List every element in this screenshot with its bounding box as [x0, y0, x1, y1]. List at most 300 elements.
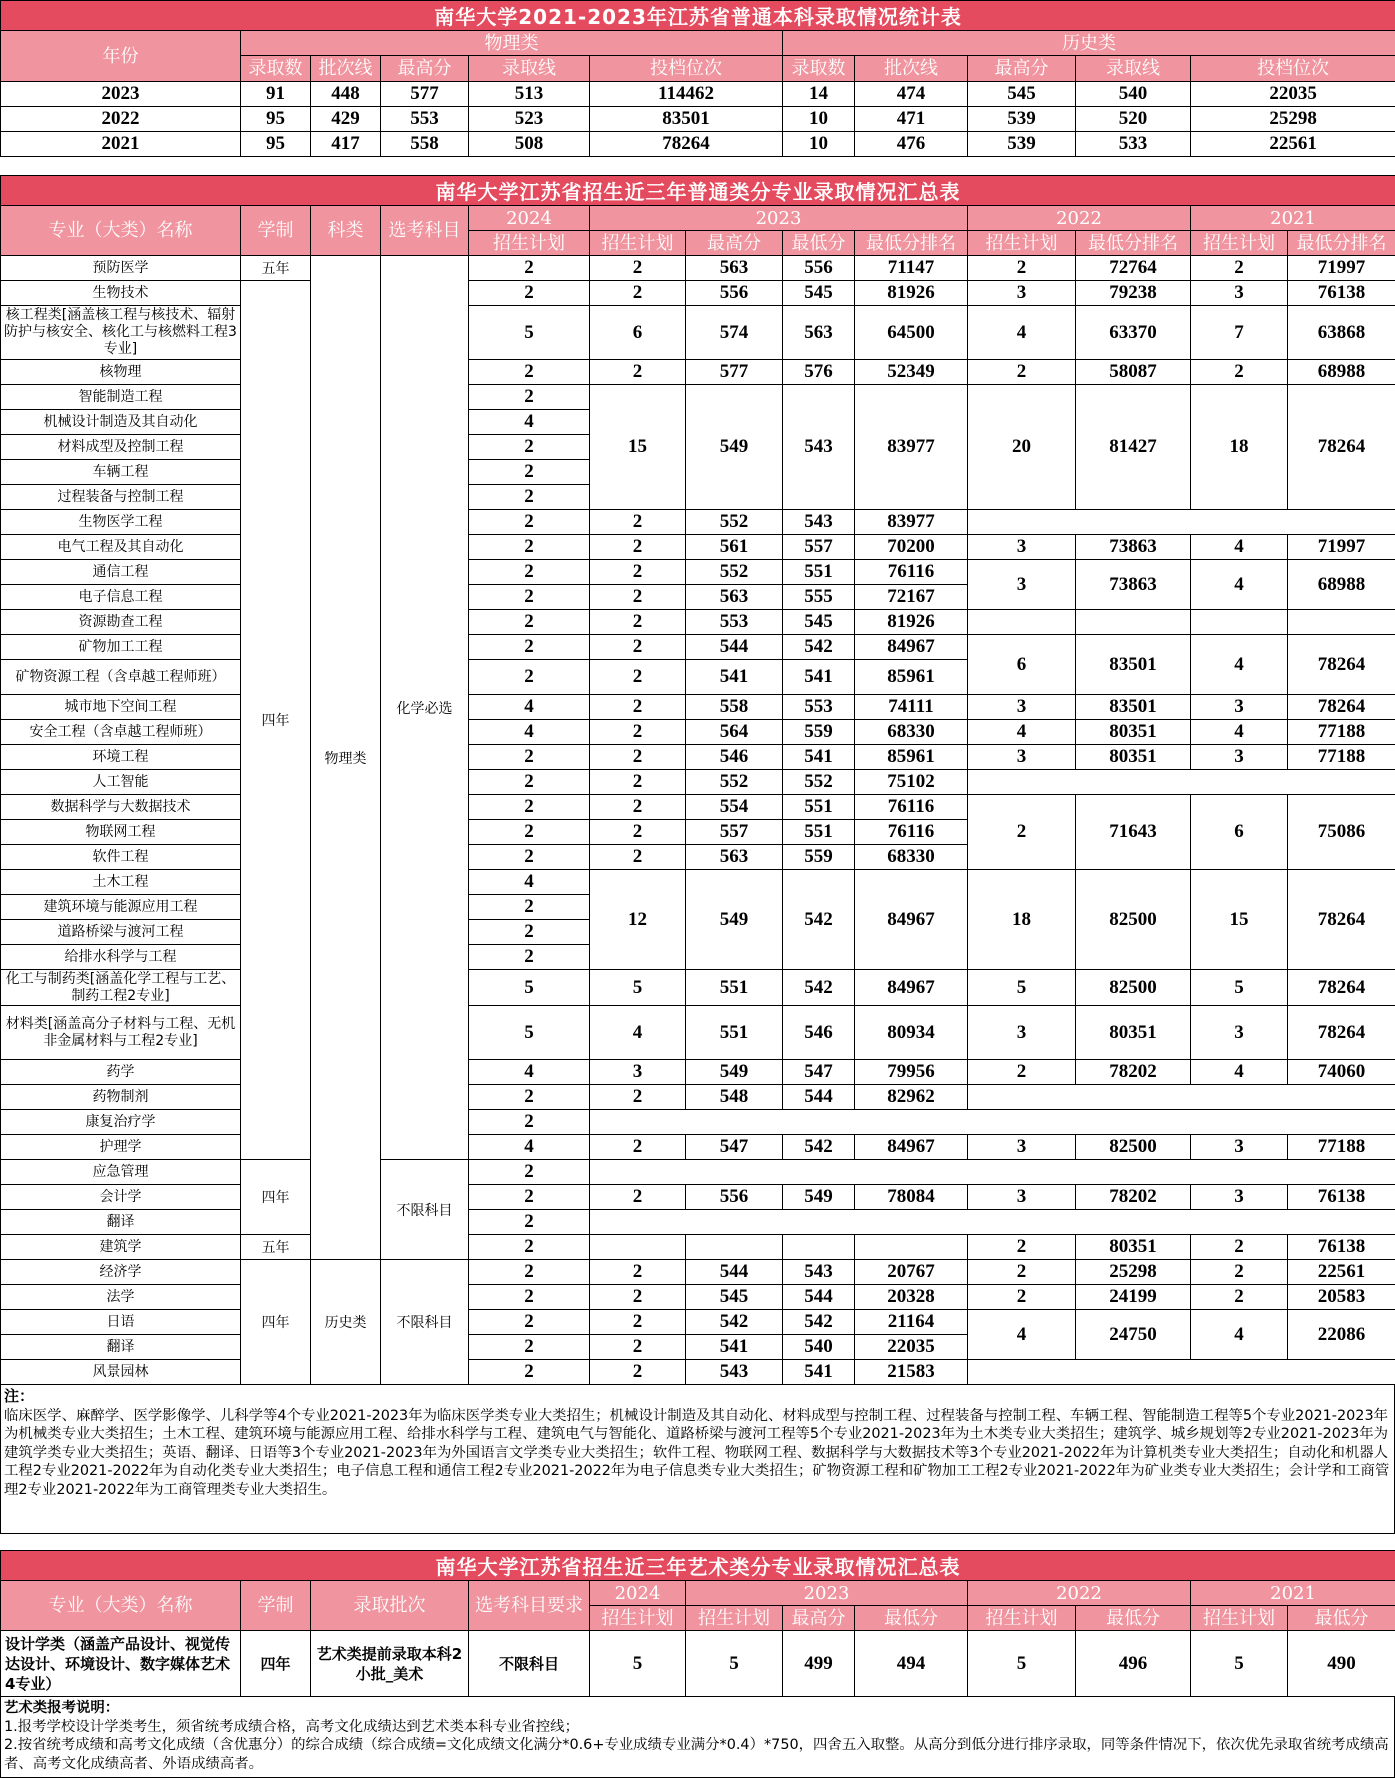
empty-cell	[968, 1360, 1395, 1385]
plan-header: 招生计划	[686, 1606, 783, 1631]
table-cell: 559	[783, 845, 855, 870]
art-xuezhi: 四年	[241, 1631, 311, 1697]
major-name-header: 专业（大类）名称	[1, 206, 241, 256]
table-cell: 547	[686, 1135, 783, 1160]
table-cell: 3	[1191, 1185, 1288, 1210]
table-cell: 541	[783, 745, 855, 770]
col-header: 录取线	[469, 56, 590, 82]
table-cell: 490	[1288, 1631, 1395, 1697]
empty-cell	[590, 1210, 1395, 1235]
table-cell: 2	[469, 485, 590, 510]
year-header: 年份	[1, 31, 241, 82]
table-cell: 2	[590, 660, 686, 695]
table-cell: 71997	[1288, 535, 1395, 560]
table-cell: 551	[686, 1006, 783, 1060]
notes-text: 临床医学、麻醉学、医学影像学、儿科学等4个专业2021-2023年为临床医学类专业大类招生；机械设计制造及其自动化、材料成型与控制工程、过程装备与控制工程、车辆工程、智能制造工程等5个专业2021-2023年为机械类专业大类招生；土木工程、建筑环境与能源应用工程、给排水科学与工程、建筑电气与智能化、道路桥梁与渡河工程等5个专业2021-2023年为土木类专业大类招生；建筑学、城乡规划等2专业2021-2023年为建筑学类专业大类招生；英语、翻译、日语等3个专业2021-2023年为外国语言文学类专业大类招生；软件工程、物联网工程、数据科学与大数据技术等3个专业2021-2022年为计算机类专业大类招生；自动化和机器人工程2专业2021-2022年为自动化类专业大类招生；电子信息工程和通信工程2专业2021-2022年为电子信息类专业大类招生；矿物资源工程和矿物加工工程2专业2021-2022年为矿业类专业大类招生；会计学和工商管理2专业2021-2022年为工商管理类专业大类招生。	[4, 1408, 1389, 1498]
table-cell: 542	[783, 1135, 855, 1160]
table-cell: 84967	[855, 1135, 968, 1160]
major-name: 核工程类[涵盖核工程与核技术、辐射防护与核安全、核化工与核燃料工程3专业]	[1, 306, 241, 360]
table-cell: 82962	[855, 1085, 968, 1110]
table-cell: 82500	[1076, 1135, 1191, 1160]
category-cell: 不限科目	[381, 1260, 469, 1385]
table-cell: 71147	[855, 256, 968, 281]
table-cell: 84967	[855, 635, 968, 660]
major-name: 物联网工程	[1, 820, 241, 845]
table-cell: 2	[590, 845, 686, 870]
empty-cell	[968, 770, 1395, 795]
table-cell: 2	[1191, 256, 1288, 281]
history-header: 历史类	[783, 31, 1395, 56]
table-cell: 3	[968, 560, 1076, 610]
col-header: 最高分	[381, 56, 469, 82]
min-header: 最低分	[783, 231, 855, 256]
table-cell: 3	[1191, 281, 1288, 306]
major-name: 给排水科学与工程	[1, 945, 241, 970]
major-name: 生物医学工程	[1, 510, 241, 535]
major-name: 护理学	[1, 1135, 241, 1160]
table-cell: 541	[686, 1335, 783, 1360]
table-cell: 2	[1191, 1235, 1288, 1260]
table-cell: 83977	[855, 385, 968, 510]
table-cell: 18	[968, 870, 1076, 970]
table-cell: 544	[783, 1285, 855, 1310]
table-cell: 79238	[1076, 281, 1191, 306]
table-cell: 2	[469, 1085, 590, 1110]
table-cell: 557	[686, 820, 783, 845]
table-row	[1, 1285, 1395, 1310]
table-cell: 474	[855, 82, 968, 107]
table-row	[1, 107, 1395, 132]
table-cell: 543	[783, 1260, 855, 1285]
major-name: 生物技术	[1, 281, 241, 306]
table-cell: 21583	[855, 1360, 968, 1385]
major-name: 城市地下空间工程	[1, 695, 241, 720]
table-cell: 2	[590, 585, 686, 610]
table-cell: 544	[686, 1260, 783, 1285]
table-cell: 22086	[1288, 1310, 1395, 1360]
table-cell: 2	[469, 360, 590, 385]
table-cell: 563	[783, 306, 855, 360]
xuezhi-header: 学制	[241, 206, 311, 256]
table-cell: 5	[968, 1631, 1076, 1697]
table-cell: 556	[686, 1185, 783, 1210]
table-cell: 2	[469, 435, 590, 460]
category-cell: 四年	[241, 281, 311, 1160]
table-cell: 552	[686, 560, 783, 585]
major-name: 法学	[1, 1285, 241, 1310]
table-row	[1, 1006, 1395, 1060]
min-header: 最低分	[1076, 1606, 1191, 1631]
table-cell: 68988	[1288, 560, 1395, 610]
table-row	[1, 1260, 1395, 1285]
table-cell: 83501	[1076, 695, 1191, 720]
table-cell: 63370	[1076, 306, 1191, 360]
table-row	[1, 1110, 1395, 1135]
table-cell: 561	[686, 535, 783, 560]
table-cell: 80351	[1076, 1006, 1191, 1060]
table-cell: 2	[590, 820, 686, 845]
art-note-2: 2.按省统考成绩和高考文化成绩（含优惠分）的综合成绩（综合成绩=文化成绩文化满分*0.6+专业成绩专业满分*0.4）*750，四舍五入取整。从高分到低分进行排序录取，同等条件情况下，依次优先录取省统考成绩高者、高考文化成绩高者、外语成绩高者。	[4, 1737, 1389, 1772]
table-cell: 540	[783, 1335, 855, 1360]
major-name: 预防医学	[1, 256, 241, 281]
table-cell: 95	[241, 132, 311, 157]
table-cell: 25298	[1191, 107, 1395, 132]
table-cell: 15	[590, 385, 686, 510]
physics-header: 物理类	[241, 31, 783, 56]
table-row	[1, 385, 1395, 410]
plan-header: 招生计划	[469, 231, 590, 256]
table-cell: 553	[783, 695, 855, 720]
table-cell: 80351	[1076, 745, 1191, 770]
table-cell: 15	[1191, 870, 1288, 970]
empty-cell	[686, 1235, 783, 1260]
table-cell: 2	[590, 360, 686, 385]
table-cell: 551	[686, 970, 783, 1006]
table-cell: 4	[1191, 535, 1288, 560]
table-row	[1, 770, 1395, 795]
table-cell: 78264	[1288, 695, 1395, 720]
table-row	[1, 1060, 1395, 1085]
major-name: 应急管理	[1, 1160, 241, 1185]
table-cell: 542	[686, 1310, 783, 1335]
table-row	[1, 970, 1395, 1006]
table-cell: 2	[469, 770, 590, 795]
major-name: 土木工程	[1, 870, 241, 895]
table-cell: 85961	[855, 745, 968, 770]
major-name: 资源勘查工程	[1, 610, 241, 635]
table-row	[1, 281, 1395, 306]
table-row	[1, 635, 1395, 660]
table-cell: 5	[469, 306, 590, 360]
table-cell: 3	[968, 1135, 1076, 1160]
table-cell: 21164	[855, 1310, 968, 1335]
art-year-2021-header: 2021	[1191, 1581, 1395, 1606]
category-cell: 物理类	[311, 256, 381, 1260]
major-name: 风景园林	[1, 1360, 241, 1385]
major-name: 数据科学与大数据技术	[1, 795, 241, 820]
art-xuanke: 不限科目	[469, 1631, 590, 1697]
table-cell: 74060	[1288, 1060, 1395, 1085]
major-admission-table	[0, 175, 1395, 1385]
col-header: 批次线	[311, 56, 381, 82]
table-row	[1, 610, 1395, 635]
table-cell: 448	[311, 82, 381, 107]
table-cell: 546	[686, 745, 783, 770]
table-cell: 555	[783, 585, 855, 610]
table-row	[1, 1360, 1395, 1385]
table-cell: 541	[783, 1360, 855, 1385]
table-cell: 76138	[1288, 1235, 1395, 1260]
art-name-header: 专业（大类）名称	[1, 1581, 241, 1631]
table-cell: 2	[1191, 1260, 1288, 1285]
table-cell: 2	[469, 920, 590, 945]
table-cell: 82500	[1076, 970, 1191, 1006]
table-cell: 4	[968, 720, 1076, 745]
table-cell: 494	[855, 1631, 968, 1697]
table-cell: 77188	[1288, 720, 1395, 745]
table-cell: 6	[590, 306, 686, 360]
table-cell: 2	[590, 635, 686, 660]
empty-cell	[590, 1110, 1395, 1135]
empty-cell	[1288, 610, 1395, 635]
art-xuezhi-header: 学制	[241, 1581, 311, 1631]
table-cell: 4	[968, 1310, 1076, 1360]
table-cell: 2	[469, 585, 590, 610]
table-cell: 552	[686, 510, 783, 535]
table-cell: 2	[590, 1360, 686, 1385]
table-cell: 549	[783, 1185, 855, 1210]
empty-cell	[968, 510, 1395, 535]
table-cell: 83977	[855, 510, 968, 535]
table-cell: 541	[783, 660, 855, 695]
minrank-header: 最低分排名	[855, 231, 968, 256]
table-row	[1, 745, 1395, 770]
table-cell: 71997	[1288, 256, 1395, 281]
table-cell: 2	[469, 281, 590, 306]
table-cell: 3	[968, 695, 1076, 720]
table-cell: 85961	[855, 660, 968, 695]
major-name: 材料成型及控制工程	[1, 435, 241, 460]
year-2022-header: 2022	[968, 206, 1191, 231]
table-cell: 545	[783, 281, 855, 306]
major-name: 材料类[涵盖高分子材料与工程、无机非金属材料与工程2专业]	[1, 1006, 241, 1060]
table-cell: 551	[783, 560, 855, 585]
table-cell: 2	[469, 1110, 590, 1135]
xuanke-header: 选考科目	[381, 206, 469, 256]
col-header: 录取线	[1076, 56, 1191, 82]
art-notes-section	[0, 1697, 1395, 1778]
empty-cell	[968, 610, 1076, 635]
table-cell: 2	[469, 256, 590, 281]
table-cell: 471	[855, 107, 968, 132]
table-cell: 548	[686, 1085, 783, 1110]
table-cell: 3	[1191, 1006, 1288, 1060]
table-cell: 3	[968, 745, 1076, 770]
table-cell: 78264	[1288, 1006, 1395, 1060]
table-cell: 2	[469, 945, 590, 970]
table-cell: 563	[686, 585, 783, 610]
table-row	[1, 1185, 1395, 1210]
table-cell: 554	[686, 795, 783, 820]
table-cell: 78264	[1288, 970, 1395, 1006]
table-cell: 81926	[855, 610, 968, 635]
table-cell: 2	[1191, 360, 1288, 385]
table-cell: 20767	[855, 1260, 968, 1285]
table-cell: 68330	[855, 720, 968, 745]
table-cell: 2	[469, 610, 590, 635]
table-cell: 75086	[1288, 795, 1395, 870]
table-cell: 2	[968, 1235, 1076, 1260]
table-cell: 52349	[855, 360, 968, 385]
minrank-header: 最低分排名	[1288, 231, 1395, 256]
table-cell: 577	[381, 82, 469, 107]
table-cell: 2	[469, 1160, 590, 1185]
table-cell: 549	[686, 870, 783, 970]
table-row	[1, 82, 1395, 107]
table-cell: 78202	[1076, 1060, 1191, 1085]
plan-header: 招生计划	[1191, 1606, 1288, 1631]
table-cell: 2	[469, 460, 590, 485]
major-name: 电子信息工程	[1, 585, 241, 610]
table-cell: 3	[968, 1185, 1076, 1210]
table-cell: 76138	[1288, 1185, 1395, 1210]
table-cell: 2	[968, 1260, 1076, 1285]
major-name: 人工智能	[1, 770, 241, 795]
table-cell: 3	[1191, 695, 1288, 720]
table-cell: 543	[783, 385, 855, 510]
category-cell: 历史类	[311, 1260, 381, 1385]
table-cell: 2	[469, 895, 590, 920]
table-cell: 73863	[1076, 560, 1191, 610]
table-cell: 2	[469, 1285, 590, 1310]
major-name: 矿物资源工程（含卓越工程师班）	[1, 660, 241, 695]
col-header: 批次线	[855, 56, 968, 82]
table-row	[1, 720, 1395, 745]
table-cell: 4	[1191, 635, 1288, 695]
plan-header: 招生计划	[590, 231, 686, 256]
table-cell: 5	[686, 1631, 783, 1697]
table-cell: 574	[686, 306, 783, 360]
table-cell: 4	[968, 306, 1076, 360]
table-cell: 80934	[855, 1006, 968, 1060]
table-cell: 2	[469, 795, 590, 820]
empty-cell	[783, 1235, 855, 1260]
table-cell: 82500	[1076, 870, 1191, 970]
kelei-header: 科类	[311, 206, 381, 256]
summary-title: 南华大学2021-2023年江苏省普通本科录取情况统计表	[1, 1, 1395, 31]
table-cell: 2	[590, 610, 686, 635]
col-header: 最高分	[968, 56, 1076, 82]
major-name: 化工与制药类[涵盖化学工程与工艺、制药工程2专业]	[1, 970, 241, 1006]
table-cell: 558	[686, 695, 783, 720]
table-cell: 539	[968, 132, 1076, 157]
year-cell: 2021	[1, 132, 241, 157]
table-cell: 24750	[1076, 1310, 1191, 1360]
table-cell: 2	[590, 745, 686, 770]
table-cell: 543	[783, 510, 855, 535]
table-cell: 2	[469, 845, 590, 870]
year-2021-header: 2021	[1191, 206, 1395, 231]
table-cell: 5	[590, 970, 686, 1006]
table-cell: 543	[686, 1360, 783, 1385]
table-cell: 83501	[1076, 635, 1191, 695]
table-cell: 2	[590, 1285, 686, 1310]
table-cell: 2	[469, 510, 590, 535]
table-row	[1, 795, 1395, 820]
table-cell: 552	[686, 770, 783, 795]
major-name: 翻译	[1, 1210, 241, 1235]
major-name: 建筑环境与能源应用工程	[1, 895, 241, 920]
table-cell: 4	[469, 720, 590, 745]
table-cell: 539	[968, 107, 1076, 132]
table-cell: 22035	[1191, 82, 1395, 107]
table-cell: 81427	[1076, 385, 1191, 510]
table-cell: 22561	[1288, 1260, 1395, 1285]
table-cell: 2	[590, 1260, 686, 1285]
table-row	[1, 1235, 1395, 1260]
plan-header: 招生计划	[1191, 231, 1288, 256]
category-cell: 四年	[241, 1160, 311, 1235]
table-cell: 5	[469, 1006, 590, 1060]
table-cell: 4	[469, 1135, 590, 1160]
table-cell: 72167	[855, 585, 968, 610]
table-cell: 476	[855, 132, 968, 157]
table-cell: 80351	[1076, 1235, 1191, 1260]
table-cell: 2	[469, 1310, 590, 1335]
category-cell: 不限科目	[381, 1160, 469, 1260]
empty-cell	[968, 1085, 1395, 1110]
table-row	[1, 306, 1395, 360]
major-name: 软件工程	[1, 845, 241, 870]
table-cell: 2	[469, 820, 590, 845]
table-cell: 2	[968, 1285, 1076, 1310]
table-cell: 2	[590, 560, 686, 585]
col-header: 录取数	[783, 56, 855, 82]
table-cell: 75102	[855, 770, 968, 795]
table-cell: 58087	[1076, 360, 1191, 385]
summary-table	[0, 0, 1395, 157]
table-cell: 545	[968, 82, 1076, 107]
table-cell: 544	[783, 1085, 855, 1110]
table-cell: 78264	[1288, 635, 1395, 695]
table-cell: 24199	[1076, 1285, 1191, 1310]
table-cell: 71643	[1076, 795, 1191, 870]
table-cell: 513	[469, 82, 590, 107]
table-cell: 523	[469, 107, 590, 132]
major-name: 药学	[1, 1060, 241, 1085]
table-cell: 563	[686, 845, 783, 870]
major-name: 翻译	[1, 1335, 241, 1360]
major-name: 日语	[1, 1310, 241, 1335]
table-row	[1, 1310, 1395, 1335]
table-cell: 557	[783, 535, 855, 560]
art-year-2024-header: 2024	[590, 1581, 686, 1606]
table-row	[1, 560, 1395, 585]
min-header: 最低分	[1288, 1606, 1395, 1631]
table-cell: 20	[968, 385, 1076, 510]
table-cell: 2	[469, 1360, 590, 1385]
table-cell: 77188	[1288, 745, 1395, 770]
table-cell: 2	[469, 660, 590, 695]
table-cell: 2	[469, 745, 590, 770]
table-cell: 3	[1191, 1135, 1288, 1160]
major-name: 环境工程	[1, 745, 241, 770]
table-row	[1, 1135, 1395, 1160]
table-cell: 76116	[855, 820, 968, 845]
table-cell: 542	[783, 870, 855, 970]
table-cell: 3	[590, 1060, 686, 1085]
empty-cell	[1076, 610, 1191, 635]
max-header: 最高分	[686, 231, 783, 256]
table-cell: 4	[1191, 560, 1288, 610]
table-cell: 547	[783, 1060, 855, 1085]
table-cell: 520	[1076, 107, 1191, 132]
table-cell: 499	[783, 1631, 855, 1697]
table-cell: 4	[590, 1006, 686, 1060]
major-name: 过程装备与控制工程	[1, 485, 241, 510]
table-cell: 2	[590, 720, 686, 745]
table-cell: 64500	[855, 306, 968, 360]
main-title: 南华大学江苏省招生近三年普通类分专业录取情况汇总表	[1, 176, 1395, 206]
col-header: 投档位次	[1191, 56, 1395, 82]
table-cell: 78264	[1288, 385, 1395, 510]
table-cell: 25298	[1076, 1260, 1191, 1285]
table-cell: 78084	[855, 1185, 968, 1210]
empty-cell	[1191, 610, 1288, 635]
table-cell: 3	[968, 281, 1076, 306]
major-name: 药物制剂	[1, 1085, 241, 1110]
art-batch: 艺术类提前录取本科2小批_美术	[311, 1631, 469, 1697]
